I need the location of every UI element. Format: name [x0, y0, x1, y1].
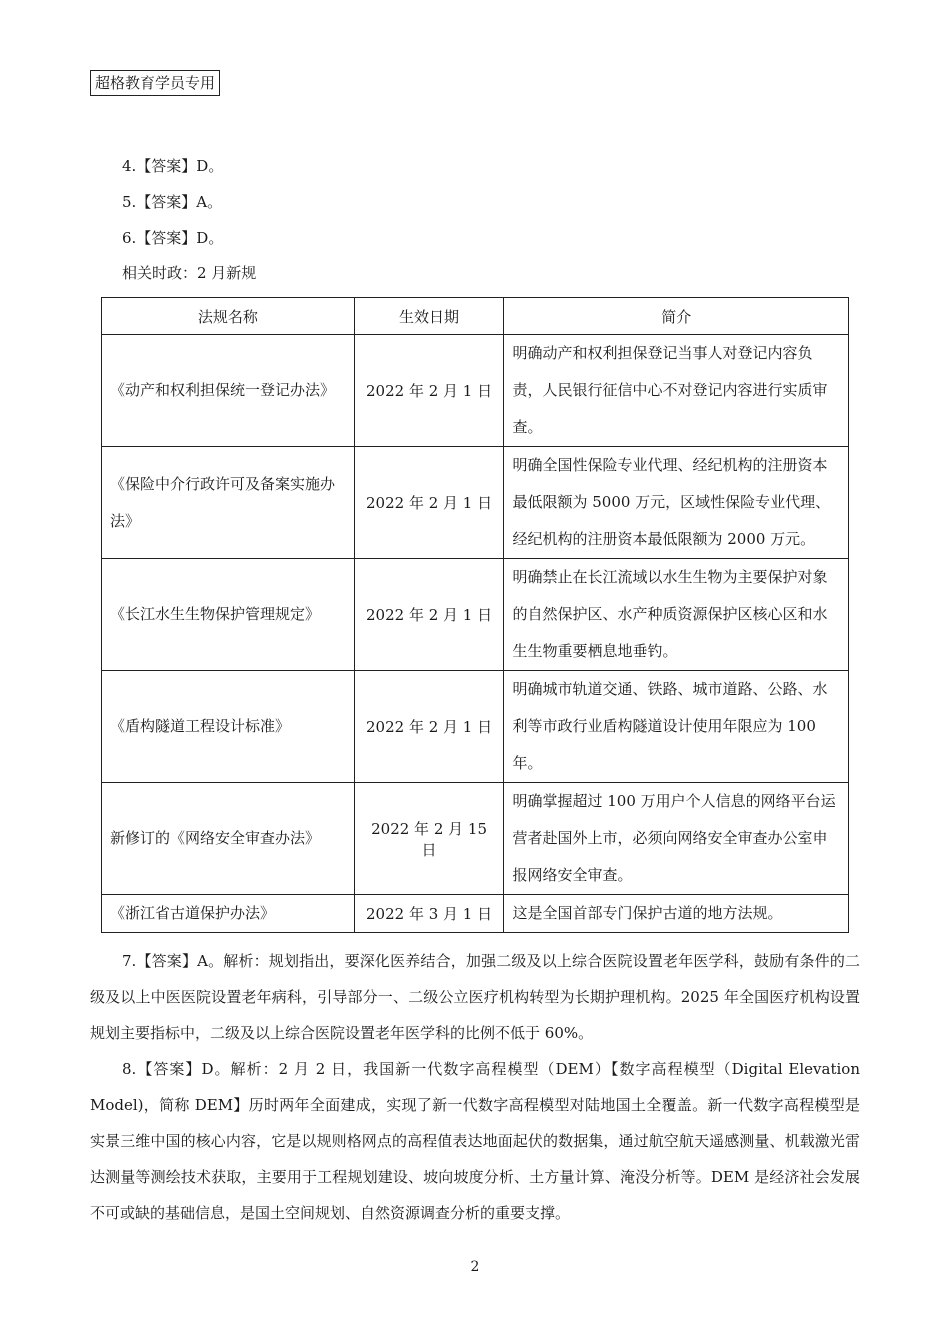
regulations-table	[101, 297, 849, 933]
law-desc: 明确禁止在长江流域以水生生物为主要保护对象的自然保护区、水产种质资源保护区核心区和水生生物重要栖息地垂钓。	[504, 559, 849, 671]
law-desc: 明确城市轨道交通、铁路、城市道路、公路、水利等市政行业盾构隧道设计使用年限应为 100 年。	[504, 671, 849, 783]
law-desc: 明确全国性保险专业代理、经纪机构的注册资本最低限额为 5000 万元，区域性保险专业代理、经纪机构的注册资本最低限额为 2000 万元。	[504, 447, 849, 559]
law-name: 《保险中介行政许可及备案实施办法》	[102, 447, 355, 559]
law-name: 《长江水生生物保护管理规定》	[102, 559, 355, 671]
law-name: 新修订的《网络安全审查办法》	[102, 783, 355, 895]
explanation-7: 7.【答案】A。解析：规划指出，要深化医养结合，加强二级及以上综合医院设置老年医学科，鼓励有条件的二级及以上中医医院设置老年病科，引导部分一、二级公立医疗机构转型为长期护理机构。2025 年全国医疗机构设置规划主要指标中，二级及以上综合医院设置老年医学科的比例不低于 60%。	[90, 952, 860, 1042]
table-row	[102, 559, 849, 671]
law-date: 2022 年 3 月 1 日	[354, 895, 504, 933]
answer-5: 5.【答案】A。	[122, 193, 223, 211]
law-date: 2022 年 2 月 1 日	[354, 671, 504, 783]
answer-6: 6.【答案】D。	[122, 229, 224, 247]
table-header-row	[102, 298, 849, 335]
header-date: 生效日期	[354, 298, 504, 335]
table-row	[102, 447, 849, 559]
answer-4: 4.【答案】D。	[122, 157, 224, 175]
law-name: 《盾构隧道工程设计标准》	[102, 671, 355, 783]
table-row	[102, 671, 849, 783]
law-desc: 明确掌握超过 100 万用户个人信息的网络平台运营者赴国外上市，必须向网络安全审查办公室申报网络安全审查。	[504, 783, 849, 895]
law-date: 2022 年 2 月 1 日	[354, 335, 504, 447]
law-desc: 这是全国首部专门保护古道的地方法规。	[504, 895, 849, 933]
header-desc: 简介	[504, 298, 849, 335]
section-title: 相关时政：2 月新规	[122, 264, 257, 282]
law-desc: 明确动产和权利担保登记当事人对登记内容负责，人民银行征信中心不对登记内容进行实质审查。	[504, 335, 849, 447]
table-row	[102, 783, 849, 895]
header-name: 法规名称	[102, 298, 355, 335]
law-date: 2022 年 2 月 1 日	[354, 447, 504, 559]
law-name: 《浙江省古道保护办法》	[102, 895, 355, 933]
table-row	[102, 895, 849, 933]
law-date: 2022 年 2 月 15 日	[354, 783, 504, 895]
law-name: 《动产和权利担保统一登记办法》	[102, 335, 355, 447]
explanation-8: 8.【答案】D。解析：2 月 2 日，我国新一代数字高程模型（DEM）【数字高程模型（Digital Elevation Model)，简称 DEM】历时两年全面建成，实现了新一代数字高程模型对陆地国土全覆盖。新一代数字高程模型是实景三维中国的核心内容，它是以规则格网点的高程值表达地面起伏的数据集，通过航空航天遥感测量、机载激光雷达测量等测绘技术获取，主要用于工程规划建设、坡向坡度分析、土方量计算、淹没分析等。DEM 是经济社会发展不可或缺的基础信息，是国土空间规划、自然资源调查分析的重要支撑。	[90, 1060, 860, 1222]
table-row	[102, 335, 849, 447]
law-date: 2022 年 2 月 1 日	[354, 559, 504, 671]
page-number: 2	[470, 1259, 480, 1275]
watermark-stamp: 超格教育学员专用	[90, 70, 220, 96]
